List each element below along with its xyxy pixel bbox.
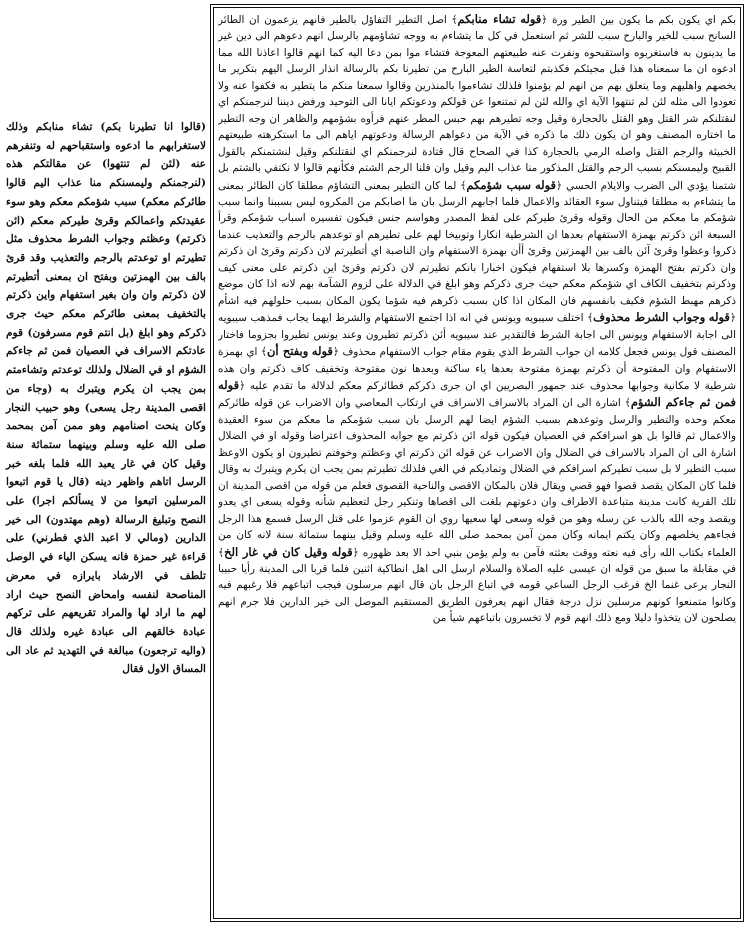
qawl-marker: قوله [708, 310, 730, 325]
main-frame [210, 4, 744, 922]
text-run: اي بهمزة الاستفهام وان المفتوحة أن ذكرتم بهمزة مفتوحة بعدها ياء ساكنة وبعدها نون مفتوحة وتخفيف كاف ذكرتم وان هذه شرطية لا مكانية وجوابها محذوف عند جمهور البصريين اي ان جرى ذكركم فطائركم معكم لدلالة ما تقدم عليه [218, 346, 736, 392]
text-run: اصل التطير التفاؤل بالطير فانهم يزعمون ان الطائر السانح سبب للخير والبارح سبب للشر ثم استعمل في كل ما يتشاءم به ووجه تشاؤمهم بالرسل انهم دعوهم الى دين غير ما يدينون به فاستغربوه واستقبحوه ونفرت عنه طبيعتهم المعوجة فتشاء موا بمن دعا اليه كما انهم قالوا اعاذنا الله مما ادعوه ان ما سمعناه هذا قبل مجيئكم فكذبتم لتعاسة الطير البارح من تطيرنا بكم بالرسالة انذار الرسل اليهم بتكرير ما يخصهم واهليهم وما يتعلق بهم من انهم لم يؤمنوا فلذلك تشاءموا بالمنذرين وقالوا سمعنا منكم ما يتطير به فكفوا عنه ولا تعودوا الى مثله لئن لم تنتهوا الآية اي والله لئن لم تمتنعوا عن قولكم ودعوتكم ايانا الى التوحيد ورفض ديننا لنرجمنكم اي لنقتلنكم شر القتل وهو القتل بالحجارة وقيل وجه تطيرهم بهم حبس المطر عنهم فرأوه بشؤمهم والظاهر ان وجه التطير ما اختاره المصنف وهو ان يكون ذلك ما ذكره في الآية من دعواهم الرسالة ودعوتهم اياهم الى ما استكرهته طبيعتهم الخبيثة والرجم القتل واصله الرمي بالحجارة كذا في الصحاح قال قتادة لنرجمنكم اي لنقتلنكم وقيل لنشتمنكم بالقول القبيح وليمسنكم بسبب الرجم والقتل المذكور منا عذاب اليم وقيل وان قلنا الرجم الشتم فكأنهم قالوا لا نكتفي بالشتم بل شتمنا يؤدي الى الضرب والايلام الحسي [218, 14, 736, 192]
side-paragraph: (قالوا انا تطيرنا بكم) تشاء منابكم وذلك لاستغرابهم ما ادعوه واستقباحهم له وتنفرهم عنه (لئن لم تنتهوا) عن مقالتكم هذه (لنرجمنكم وليمسنكم منا عذاب اليم قالوا طائركم معكم) سبب شؤمكم معكم وهو سوء عقيدتكم واعمالكم وقرئ طيركم معكم (ائن ذكرتم) وعظتم وجواب الشرط محذوف مثل تطيرتم او توعدتم بالرجم والتعذيب وقد قرئ بالف بين الهمزتين وبفتح ان بمعنى أتطيرتم لان ذكرتم وان وان بغير استفهام واين ذكرتم بالتخفيف بمعنى طائركم معكم حيث جرى ذكركم وهو ابلغ (بل انتم قوم مسرفون) قوم عادتكم الاسراف في العصيان فمن ثم جاءكم الشؤم او في الضلال ولذلك توعدتم وتشاءمتم بمن يجب ان يكرم ويتبرك به (وجاء من اقصى المدينة رجل يسعى) وهو حبيب النجار وكان ينحت اصنامهم وهو ممن آمن بمحمد صلى الله عليه وسلم وبينهما ستمائة سنة وقيل كان في غار يعبد الله فلما بلغه خبر الرسل اتاهم واظهر دينه (قال يا قوم اتبعوا المرسلين اتبعوا من لا يسألكم اجرا) على النصح وتبليغ الرسالة (وهم مهتدون) الى خير الدارين (ومالي لا اعبد الذي فطرني) على قراءة غير حمزة فانه يسكن الياء في الوصل تلطف في الارشاد بايرازه في معرض المناصحة لنفسه وامحاض النصح حيث اراد لهم ما اراد لها والمراد تقريعهم على تركهم عبادة خالقهم الى عبادة غيره ولذلك قال (واليه ترجعون) مبالغة في التهديد ثم عاد الى المساق الاول فقال [6, 121, 206, 676]
text-run: اشارة الى ان المراد بالاسراف الاسراف في ارتكاب المعاصي وان الاضراب عن قوله طائركم معكم وحده والتطير والرسل وتوعدهم بسبب الشؤم ايضا لهم الرسل بان سبب شؤمكم ما معكم من سوء العقيدة والاعمال ثم قالوا بل هو اسرافكم في العصيان فيكون قوله ائن ذكرتم مع جوابه المحذوف اعتراضا وقوله او في الضلال اشارة الى ان المراد بالاسراف في الضلال وان الاضراب عن قوله ائن ذكرتم اي وعظتم وخوفتم تطيرون او يكون الاوعظ سبب التطير لا بل سبب تطيركم اسرافكم في الضلال وتماديكم في الغي فلذلك تطيرتم بمن يجب ان يكرم ويتبرك به وقال فلما كان المكان يقصد قصوا فهو قصي ويقال فلان بالمكان الاقصى والناحية القصوى فعلم من قوله من اقصى المدينة ان تلك القرية كانت مدينة متباعدة الاطراف وان دعوتهم بلغت الى اقصاها وتنكير رجل لتعظيم شأنه وقوله يسعى اي يعدو ويقصد وجه الله بالذب عن رسله وهو من قوله وسعى لها سعيها روي ان القوم عزموا على قتل الرسل فسمع هذا الرجل فجاءهم يخلصهم وكان يكتم ايمانه وكان ممن آمن بمحمد صلى الله عليه وسلم وقيل بينهما ستمائة سنة لانه كان من العلماء بكتاب الله رأى فيه نعته ووقت بعثته فآمن به ولم يؤمن بنبي احد الا بعد ظهوره [218, 397, 736, 559]
text-run: بكم اي يكون بكم ما يكون بين الطير ورة [552, 14, 736, 26]
lemma: فمن ثم جاءكم الشؤم [630, 395, 736, 410]
qawl-marker: قوله [311, 344, 333, 359]
main-text [218, 11, 736, 915]
text-run: اختلف سيبويه ويونس في انه اذا اجتمع الاستفهام والشرط ايهما يجاب فمذهب سيبويه الى اجابة الاستفهام ويونس الى اجابة الشرط فالتقدير عند سيبويه أئن ذكرتم تطيرون وعند يونس تطيروا بجزوما فاختار المصنف قول يونس فجعل كلامه ان جواب الشرط الذي يقوم مقام جواب الاستفهام محذوف [218, 312, 736, 359]
lemma: وقيل كان في غار الخ [224, 544, 328, 559]
qawl-marker: قوله [218, 377, 240, 392]
lemma: تشاء منابكم [457, 12, 516, 26]
lemma: وبفتح أن [266, 344, 309, 359]
lemma: وجواب الشرط محذوف [593, 310, 706, 325]
lemma: سبب شؤمكم [466, 177, 532, 192]
text-run: في مقابلة ما سبق من قوله ان عيسى عليه الصلاة والسلام ارسل الى اهل انطاكية اثنين فلما قربا الى المدينة رأيا حبيبا النجار يرعى غنما الخ فرغب الرجل الساعي قومه في اتباع الرجل بان قال انهم مرسلون فيجب اتباعهم فلا رغبهم فيه وكانوا متمنعوا كونهم مرسلين نزل درجة فقال انهم يعرفون الطريق المستقيم الموصل الى خير الدارين فلا جرم انهم يصلحون لان يتخذوا دليلا ومع ذلك انهم قوم لا تخسرون باتباعهم شيأ من [218, 562, 736, 625]
qawl-marker: قوله [331, 544, 353, 559]
qawl-marker: قوله [520, 12, 542, 26]
qawl-marker: قوله [534, 177, 557, 192]
text-run: لما كان التطير بمعنى التشاؤم مطلقا كان الطائر بمعنى ما يتشاءم به مطلقا فيتناول سوء العقائد والاعمال فلما اجابهم الرسل بان ما اصابكم من المكروه ليس بسببنا وانما سبب شؤمكم ما معكم من الحال وقوله وقرئ طيركم على لفظ المصدر وهواسم جنس فيكون تفسيره اسباب شؤمكم وقرأ السبعة ائن ذكرتم بهمزة الاستفهام بعدها ان الشرطية انكارا وتوبيخا لهم على تطيرهم او توعدهم بالرجم والتعذيب عندما ذكروا وعظوا وقرئ آئن بالف بين الهمزتين وقرئ أأن بهمزة الاستفهام وان الناصبة اي أتطيرتم لان ذكرتم وقرئ ان ذكرتم وان ذكرتم بفتح الهمزة وكسرها بلا استفهام فيكون اخبارا بانكم تطيرتم لان ذكرتم وقرئ اين ذكرتم على معنى كيف وذكرتم بتخفيف الكاف اي شؤمكم معكم حيث جرى ذكركم وهو ابلغ في الدلالة على لزوم الشآمة بهم لانه اذا كان موضع ذكرهم مهبط الشؤم فكيف بانفسهم فان المكان اذا كان بسبب ذكرهم فيه شؤما يكون المكان بسبب حلولهم فيه اشأم [218, 179, 736, 307]
side-commentary [6, 118, 206, 679]
main-paragraph: بكم اي يكون بكم ما يكون بين الطير ورة ﴿قوله تشاء منابكم﴾ اصل التطير التفاؤل بالطير فانهم يزعمون ان الطائر السانح سبب للخير والبارح سبب للشر ثم استعمل في كل ما يتشاءم به ووجه تشاؤمهم بالرسل انهم دعوهم الى دين غير ما يدينون به فاستغربوه واستقبحوه ونفرت عنه طبيعتهم المعوجة فتشاء موا بمن دعا اليه كما انهم قالوا اعاذنا الله مما ادعوه ان ما سمعناه هذا قبل مجيئكم فكذبتم لتعاسة الطير البارح من تطيرنا بكم بالرسالة انذار الرسل اليهم بتكرير ما يخصهم واهليهم وما يتعلق بهم من انهم لم يؤمنوا فلذلك تشاءموا بالمنذرين وقالوا سمعنا منكم ما يتطير به فكفوا عنه ولا تعودوا الى مثله لئن لم تنتهوا الآية اي والله لئن لم تمتنعوا عن قولكم ودعوتكم ايانا الى التوحيد ورفض ديننا لنرجمنكم اي لنقتلنكم شر القتل وهو القتل بالحجارة وقيل وجه تطيرهم بهم حبس المطر عنهم فرأوه بشؤمهم والظاهر ان وجه التطير ما اختاره المصنف وهو ان يكون ذلك ما ذكره في الآية من دعواهم الرسالة ودعوتهم اياهم الى ما استكرهته طبيعتهم الخبيثة والرجم القتل واصله الرمي بالحجارة كذا في الصحاح قال قتادة لنرجمنكم اي لنقتلنكم وقيل لنشتمنكم بالقول القبيح وليمسنكم بسبب الرجم والقتل المذكور منا عذاب اليم وقيل وان قلنا الرجم الشتم فكأنهم قالوا لا نكتفي بالشتم بل شتمنا يؤدي الى الضرب والايلام الحسي ﴿قوله سبب شؤمكم﴾ لما كان التطير بمعنى التشاؤم مطلقا كان الطائر بمعنى ما يتشاءم به مطلقا فيتناول سوء العقائد والاعمال فلما اجابهم الرسل بان ما اصابكم من المكروه ليس بسببنا وانما سبب شؤمكم ما معكم من الحال وقوله وقرئ طيركم على لفظ المصدر وهواسم جنس فيكون تفسيره اسباب شؤمكم وقرأ السبعة ائن ذكرتم بهمزة الاستفهام بعدها ان الشرطية انكارا وتوبيخا لهم على تطيرهم او توعدهم بالرجم والتعذيب عندما ذكروا وعظوا وقرئ آئن بالف بين الهمزتين وقرئ أأن بهمزة الاستفهام وان الناصبة اي أتطيرتم لان ذكرتم وقرئ ان ذكرتم وان ذكرتم بفتح الهمزة وكسرها بلا استفهام فيكون اخبارا بانكم تطيرتم لان ذكرتم وقرئ اين ذكرتم على معنى كيف وذكرتم بتخفيف الكاف اي شؤمكم معكم حيث جرى ذكركم وهو ابلغ في الدلالة على لزوم الشآمة بهم لانه اذا كان موضع ذكرهم مهبط الشؤم فكيف بانفسهم فان المكان اذا كان بسبب ذكرهم فيه شؤما يكون المكان بسبب حلولهم فيه اشأم ﴿قوله وجواب الشرط محذوف﴾ اختلف سيبويه ويونس في انه اذا اجتمع الاستفهام والشرط ايهما يجاب فمذهب سيبويه الى اجابة الاستفهام ويونس الى اجابة الشرط فالتقدير عند سيبويه أئن ذكرتم تطيرون وعند يونس تطيروا بجزوما فاختار المصنف قول يونس فجعل كلامه ان جواب الشرط الذي يقوم مقام جواب الاستفهام محذوف ﴿قوله وبفتح أن﴾ اي بهمزة الاستفهام وان المفتوحة أن ذكرتم بهمزة مفتوحة بعدها ياء ساكنة وبعدها نون مفتوحة وتخفيف كاف ذكرتم وان هذه شرطية لا مكانية وجوابها محذوف عند جمهور البصريين اي ان جرى ذكركم فطائركم معكم لدلالة ما تقدم عليه ﴿قوله فمن ثم جاءكم الشؤم﴾ اشارة الى ان المراد بالاسراف الاسراف في ارتكاب المعاصي وان الاضراب عن قوله طائركم معكم وحده والتطير والرسل وتوعدهم بسبب الشؤم ايضا لهم الرسل بان سبب شؤمكم ما معكم من سوء العقيدة والاعمال ثم قالوا بل هو اسرافكم في العصيان فيكون قوله ائن ذكرتم مع جوابه المحذوف اعتراضا وقوله او في الضلال اشارة الى ان المراد بالاسراف في الضلال وان الاضراب عن قوله ائن ذكرتم اي وعظتم وخوفتم تطيرون او يكون الاوعظ سبب التطير لا بل سبب تطيركم اسرافكم في الضلال وتماديكم في الغي فلذلك تطيرتم بمن يجب ان يكرم ويتبرك به وقال فلما كان المكان يقصد قصوا فهو قصي ويقال فلان بالمكان الاقصى والناحية القصوى فعلم من قوله من اقصى المدينة ان تلك القرية كانت مدينة متباعدة الاطراف وان دعوتهم بلغت الى اقصاها وتنكير رجل لتعظيم شأنه وقوله يسعى اي يعدو ويقصد وجه الله بالذب عن رسله وهو من قوله وسعى لها سعيها روي ان القوم عزموا على قتل الرسل فسمع هذا الرجل فجاءهم يخلصهم وكان يكتم ايمانه وكان ممن آمن بمحمد صلى الله عليه وسلم وقيل بينهما ستمائة سنة لانه كان من العلماء بكتاب الله رأى فيه نعته ووقت بعثته فآمن به ولم يؤمن بنبي احد الا بعد ظهوره ﴿قوله وقيل كان في غار الخ﴾ في مقابلة ما سبق من قوله ان عيسى عليه الصلاة والسلام ارسل الى اهل انطاكية اثنين فلما قربا الى المدينة رأيا حبيبا النجار يرعى غنما الخ فرغب الرجل الساعي قومه في اتباع الرجل بان قال انهم مرسلون فيجب اتباعهم فلا رغبهم فيه وكانوا متمنعوا كونهم مرسلين نزل درجة فقال انهم يعرفون الطريق المستقيم الموصل الى خير الدارين فلا جرم انهم يصلحون لان يتخذوا دليلا ومع ذلك انهم قوم لا تخسرون باتباعهم شيأ من [218, 12, 736, 625]
